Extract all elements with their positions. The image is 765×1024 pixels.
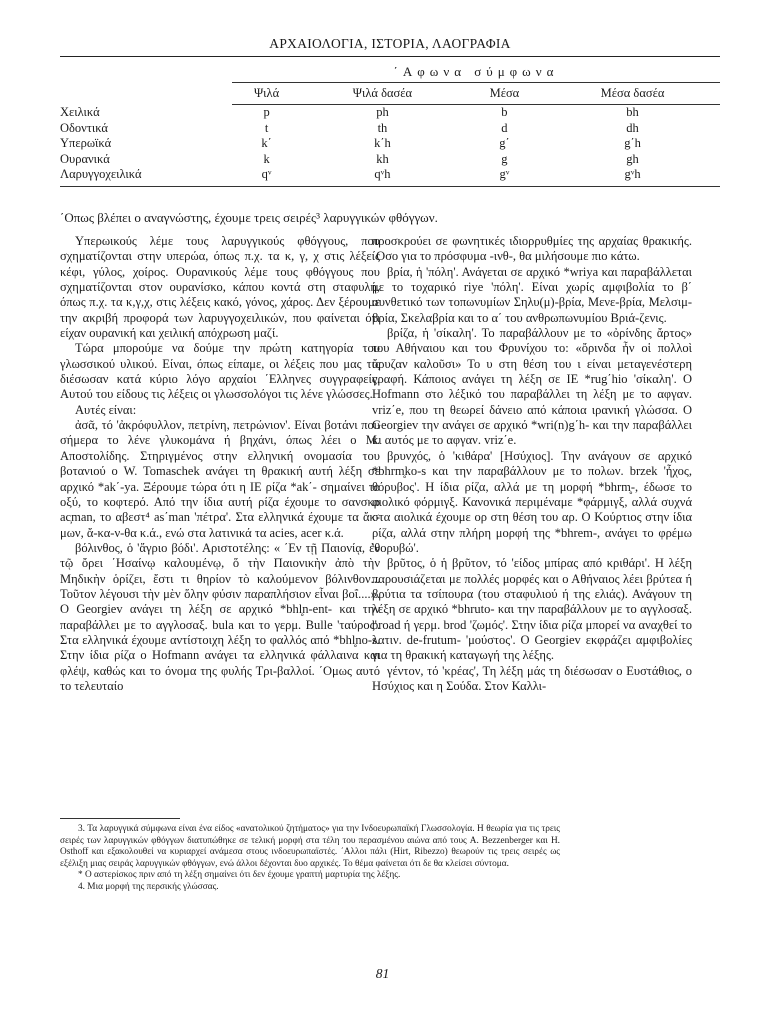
paragraph-continuation: προσκρούει σε φωνητικές ιδιορρυθμίες της αρχαίας θρακικής. ΄Οσο για το πρόσφυμα -ινθ-, θα μιλήσουμε πιο κάτω. xyxy=(372,234,692,264)
table-row xyxy=(60,121,720,137)
table-cell: p xyxy=(263,105,270,120)
table-cell: k΄ xyxy=(261,136,272,151)
left-column xyxy=(60,234,380,694)
row-label: Υπερωϊκά xyxy=(60,136,112,151)
table-cell: qᵛh xyxy=(301,167,464,186)
table-cell: th xyxy=(377,120,388,135)
footnotes xyxy=(60,824,560,894)
table-cell: b xyxy=(501,105,508,120)
table-cell: gᵛ xyxy=(464,167,545,186)
paragraph: Αυτές είναι: xyxy=(75,402,137,417)
table-row xyxy=(60,136,720,152)
table-cell: gᵛh xyxy=(545,167,720,186)
table-cell: qᵛ xyxy=(232,167,301,186)
paragraph: βρία, ἡ 'πόλη'. Ανάγεται σε αρχικό *wriya και παραβάλλεται με το τοχαρικό riye 'πόλη'. Είναι χωρίς αμφιβολία το β΄ συνθετικό των τοπωνυμίων Σηλυ(μ)-βρία, Μενε-βρία, Μελσιμ-βρία, Σκελαβρία και το α΄ του ανθρωπωνυμίου Βριά-ζενις. xyxy=(372,264,692,325)
table-cell: g΄ xyxy=(499,136,510,151)
table-cell: k xyxy=(263,151,270,166)
right-column xyxy=(372,234,692,694)
footnote: 4. Μια μορφή της περσικής γλώσσας. xyxy=(78,881,219,892)
table-cell: gh xyxy=(626,151,639,166)
row-label: Χειλικά xyxy=(60,105,100,119)
table-cell: dh xyxy=(626,120,639,135)
table-row xyxy=(60,152,720,168)
row-label: Ουρανικά xyxy=(60,151,110,166)
footnote: 3. Τα λαρυγγικά σύμφωνα είναι ένα είδος «ανατολικού ζητήματος» για την Ινδοευρωπαϊκή Γλωσσολογία. Η θεωρία για τις τρεις σειρές των λαρυγγικών φθόγγων διατυπώθηκε σε τελική μορφή στα τέλη του περασμένου αιώνα από τους A. Bezzenberger και H. Osthoff και εξακολουθεί να κυριαρχεί ανάμεσα στους ινδοευρωπαϊστές. ΄Αλλοι πάλι (Hirt, Ribezzo) θεωρούν τις τρεις σειρές ως εξέλιξη μιας σειράς λαρυγγικών φθόγγων, ενώ άλλοι δέχονται δυο αρχικές. Το θέμα φαίνεται ότι δε θα κλείσει σύντομα. xyxy=(60,824,560,869)
table-column-header: Ψιλά xyxy=(232,83,301,105)
consonant-table xyxy=(60,62,720,187)
paragraph: βρίζα, ἡ 'σίκαλη'. Το παραβάλλουν με το «ὀρίνδης ἄρτος» του Αθήναιου και του Φρυνίχου το: «ὄρινδα ἦν οἱ πολλοὶ ὄρυζαν καλοῦσι» Το υ στη θέση του ι είναι μεταγενέστερη γραφή. Κάποιος ανάγει τη λέξη σε ΙΕ *rug΄hio 'σίκαλη'. Ο Hofmann στο λέξικό του παραβάλλει τη λέξη με το αφγαν. vriz΄e, που τη θεωρεί δάνειο από κάποια ιρανική γλώσσα. Ο Georgiev την ανάγει σε αρχικό *wri(n)g΄h- και την παραβάλλει κι αυτός με το αφγαν. vriz΄e. xyxy=(372,326,692,448)
footnote-rule xyxy=(60,818,180,819)
intro-sentence: ΄Οπως βλέπει ο αναγνώστης, έχουμε τρεις σειρές³ λαρυγγικών φθόγγων. xyxy=(60,210,438,225)
row-label: Λαρυγγοχειλικά xyxy=(60,167,232,186)
running-head: ΑΡΧΑΙΟΛΟΓΙΑ, ΙΣΤΟΡΙΑ, ΛΑΟΓΡΑΦΙΑ xyxy=(269,36,511,51)
paragraph: βρυνχός, ὁ 'κιθάρα' [Ησύχιος]. Την ανάγουν σε αρχικό *bhrm̥ko-s και την παραβάλλουν με το πολων. brzek 'ἦχος, θόρυβος'. Η ίδια ρίζα, αλλά με τη μορφή *bhrm̥-, έδωσε το αιολικό φόρμιγξ. Κανονικά περιμέναμε *φάρμιγξ, αλλά συχνά στα αιολικά έχουμε ορ στη θέση του αρ. Ο Κούρτιος στην ίδια ρίζα, αλλά στην πλήρη μορφή της *bhrem-, ανάγει το φρέμω 'θορυβώ'. xyxy=(372,448,692,555)
paragraph: γέντον, τό 'κρέας', Τη λέξη μάς τη διέσωσαν ο Ευστάθιος, ο Ησύχιος και η Σούδα. Στον Καλλι- xyxy=(372,663,692,693)
table-group-title: ΄Αφωνα σύμφωνα xyxy=(232,62,720,83)
paragraph: βρῦτος, ὁ ἡ βρῦτον, τό 'είδος μπίρας από κριθάρι'. Η λέξη παρουσιάζεται με πολλές μορφές και ο Αθήναιος λέει βρύτεα ή βρύτια τα τσίπουρα (του σταφυλιού ή της ελιάς). Ανάγουν τη λέξη σε αρχικό *bhruto- και την παραβάλλουν με το αγγλοσαξ. broad ή γερμ. brod 'ζωμός'. Στην ίδια ρίζα μπορεί να αναχθεί το λατιν. de-frutum- 'μούστος'. Ο Georgiev εκφράζει αμφιβολίες για τη θρακική καταγωγή της λέξης. xyxy=(372,556,692,663)
table-cell: d xyxy=(501,120,508,135)
table-row xyxy=(60,167,720,186)
paragraph: ἀσᾶ, τό 'ἀκρόφυλλον, πετρίνη, πετρώνιον'. Είναι βοτάνι που σήμερα το λένε γλυκομάνα ή βηχάνι, όπως λέει ο Μ. Αποστολίδης. Στηριγμένος στην ελληνική ονομασία του βοτανιού ο W. Tomaschek ανάγει τη θρακική αυτή λέξη σε αρχικό *ak΄-ya. Ξέρουμε τώρα ότι η ΙΕ ρίζα *ak΄- σημαίνει το οξύ, το κοφτερό. Από την ίδια αυτή ρίζα έχουμε το σανσκρ ac̦man, το αβεστ⁴ as΄man 'πέτρα'. Στα ελληνικά έχουμε τα ἄκ-μων, ἄ-κα-ν-θα κ.ά., ενώ στα λατινικά τα acies, acer κ.ά. xyxy=(60,418,380,540)
table-column-header: Μέσα δασέα xyxy=(545,83,720,105)
page-number: 81 xyxy=(375,966,390,981)
table-cell: bh xyxy=(626,105,639,120)
header-rule xyxy=(60,56,720,57)
table-row xyxy=(60,105,720,121)
table-cell: g xyxy=(501,151,508,166)
table-column-header: Μέσα xyxy=(464,83,545,105)
table-cell: k΄h xyxy=(374,136,391,151)
footnote: * Ο αστερίσκος πριν από τη λέξη σημαίνει ότι δεν έχουμε γραπτή μαρτυρία της λέξης. xyxy=(78,870,401,881)
paragraph: Τώρα μπορούμε να δούμε την πρώτη κατηγορία του γλωσσικού υλικού. Είναι, όπως είπαμε, οι λέξεις που μας τις διέσωσαν κατά κύριο λόγο αρχαίοι ΄Ελληνες συγγραφείς. Αυτού του είδους τις λέξεις οι γλωσσολόγοι τις λένε γλώσσες. xyxy=(60,341,380,402)
table-cell: kh xyxy=(376,151,389,166)
table-cell: t xyxy=(264,120,269,135)
table-cell: ph xyxy=(376,105,389,120)
paragraph: βόλινθος, ὁ 'ἄγριο βόδι'. Αριστοτέλης: « ΄Εν τῇ Παιονίᾳ, ἐν τῷ ὄρει ΄Ησαίνῳ καλουμένῳ, ὅ τὴν Παιονικὴν ἀπὸ τὴν Μηδικὴν ὁρίζει, ἔστι τι θηρίον τὸ καλούμενον βόλινθον... Τοῦτον λέγουσι τὴν μὲν ὅλην φύσιν παραπλήσιον εἶναι βοΐ....». Ο Georgiev ανάγει τη λέξη σε αρχικό *bhl̥n-ent- και την παραβάλλει με το αγγλοσαξ. bula και το γερμ. Bulle 'ταύρος'. Στα ελληνικά έχουμε αντίστοιχη λέξη το φαλλός από *bhl̥no-s. Στην ίδια ρίζα ο Hofmann ανάγει τα ελληνικά φάλλαινα και φλέψ, καθώς και το όνομα της φυλής Τρι-βαλλοί. ΄Ομως αυτό το τελευταίο xyxy=(60,540,380,693)
table-column-header: Ψιλά δασέα xyxy=(301,83,464,105)
row-label: Οδοντικά xyxy=(60,120,108,135)
table-cell: g΄h xyxy=(624,136,641,151)
paragraph: Υπερωικούς λέμε τους λαρυγγικούς φθόγγους, που σχηματίζονται στην υπερώα, όπως π.χ. τα κ, γ, χ στις λέξεις κέφι, γύλος, χοίρος. Ουρανικούς λέμε τους φθόγγους που σχηματίζονται στον ουρανίσκο, κάπου κοντά στη σταφυλή, όπως π.χ. τα κ,γ,χ, στις λέξεις κακό, γόνος, χάρος. Δεν ξέρουμε την ακριβή προφορά των λαρυγγοχειλικών, που φαίνεται ότι είχαν ουρανική και χειλική απόχρωση μαζί. xyxy=(60,234,380,341)
